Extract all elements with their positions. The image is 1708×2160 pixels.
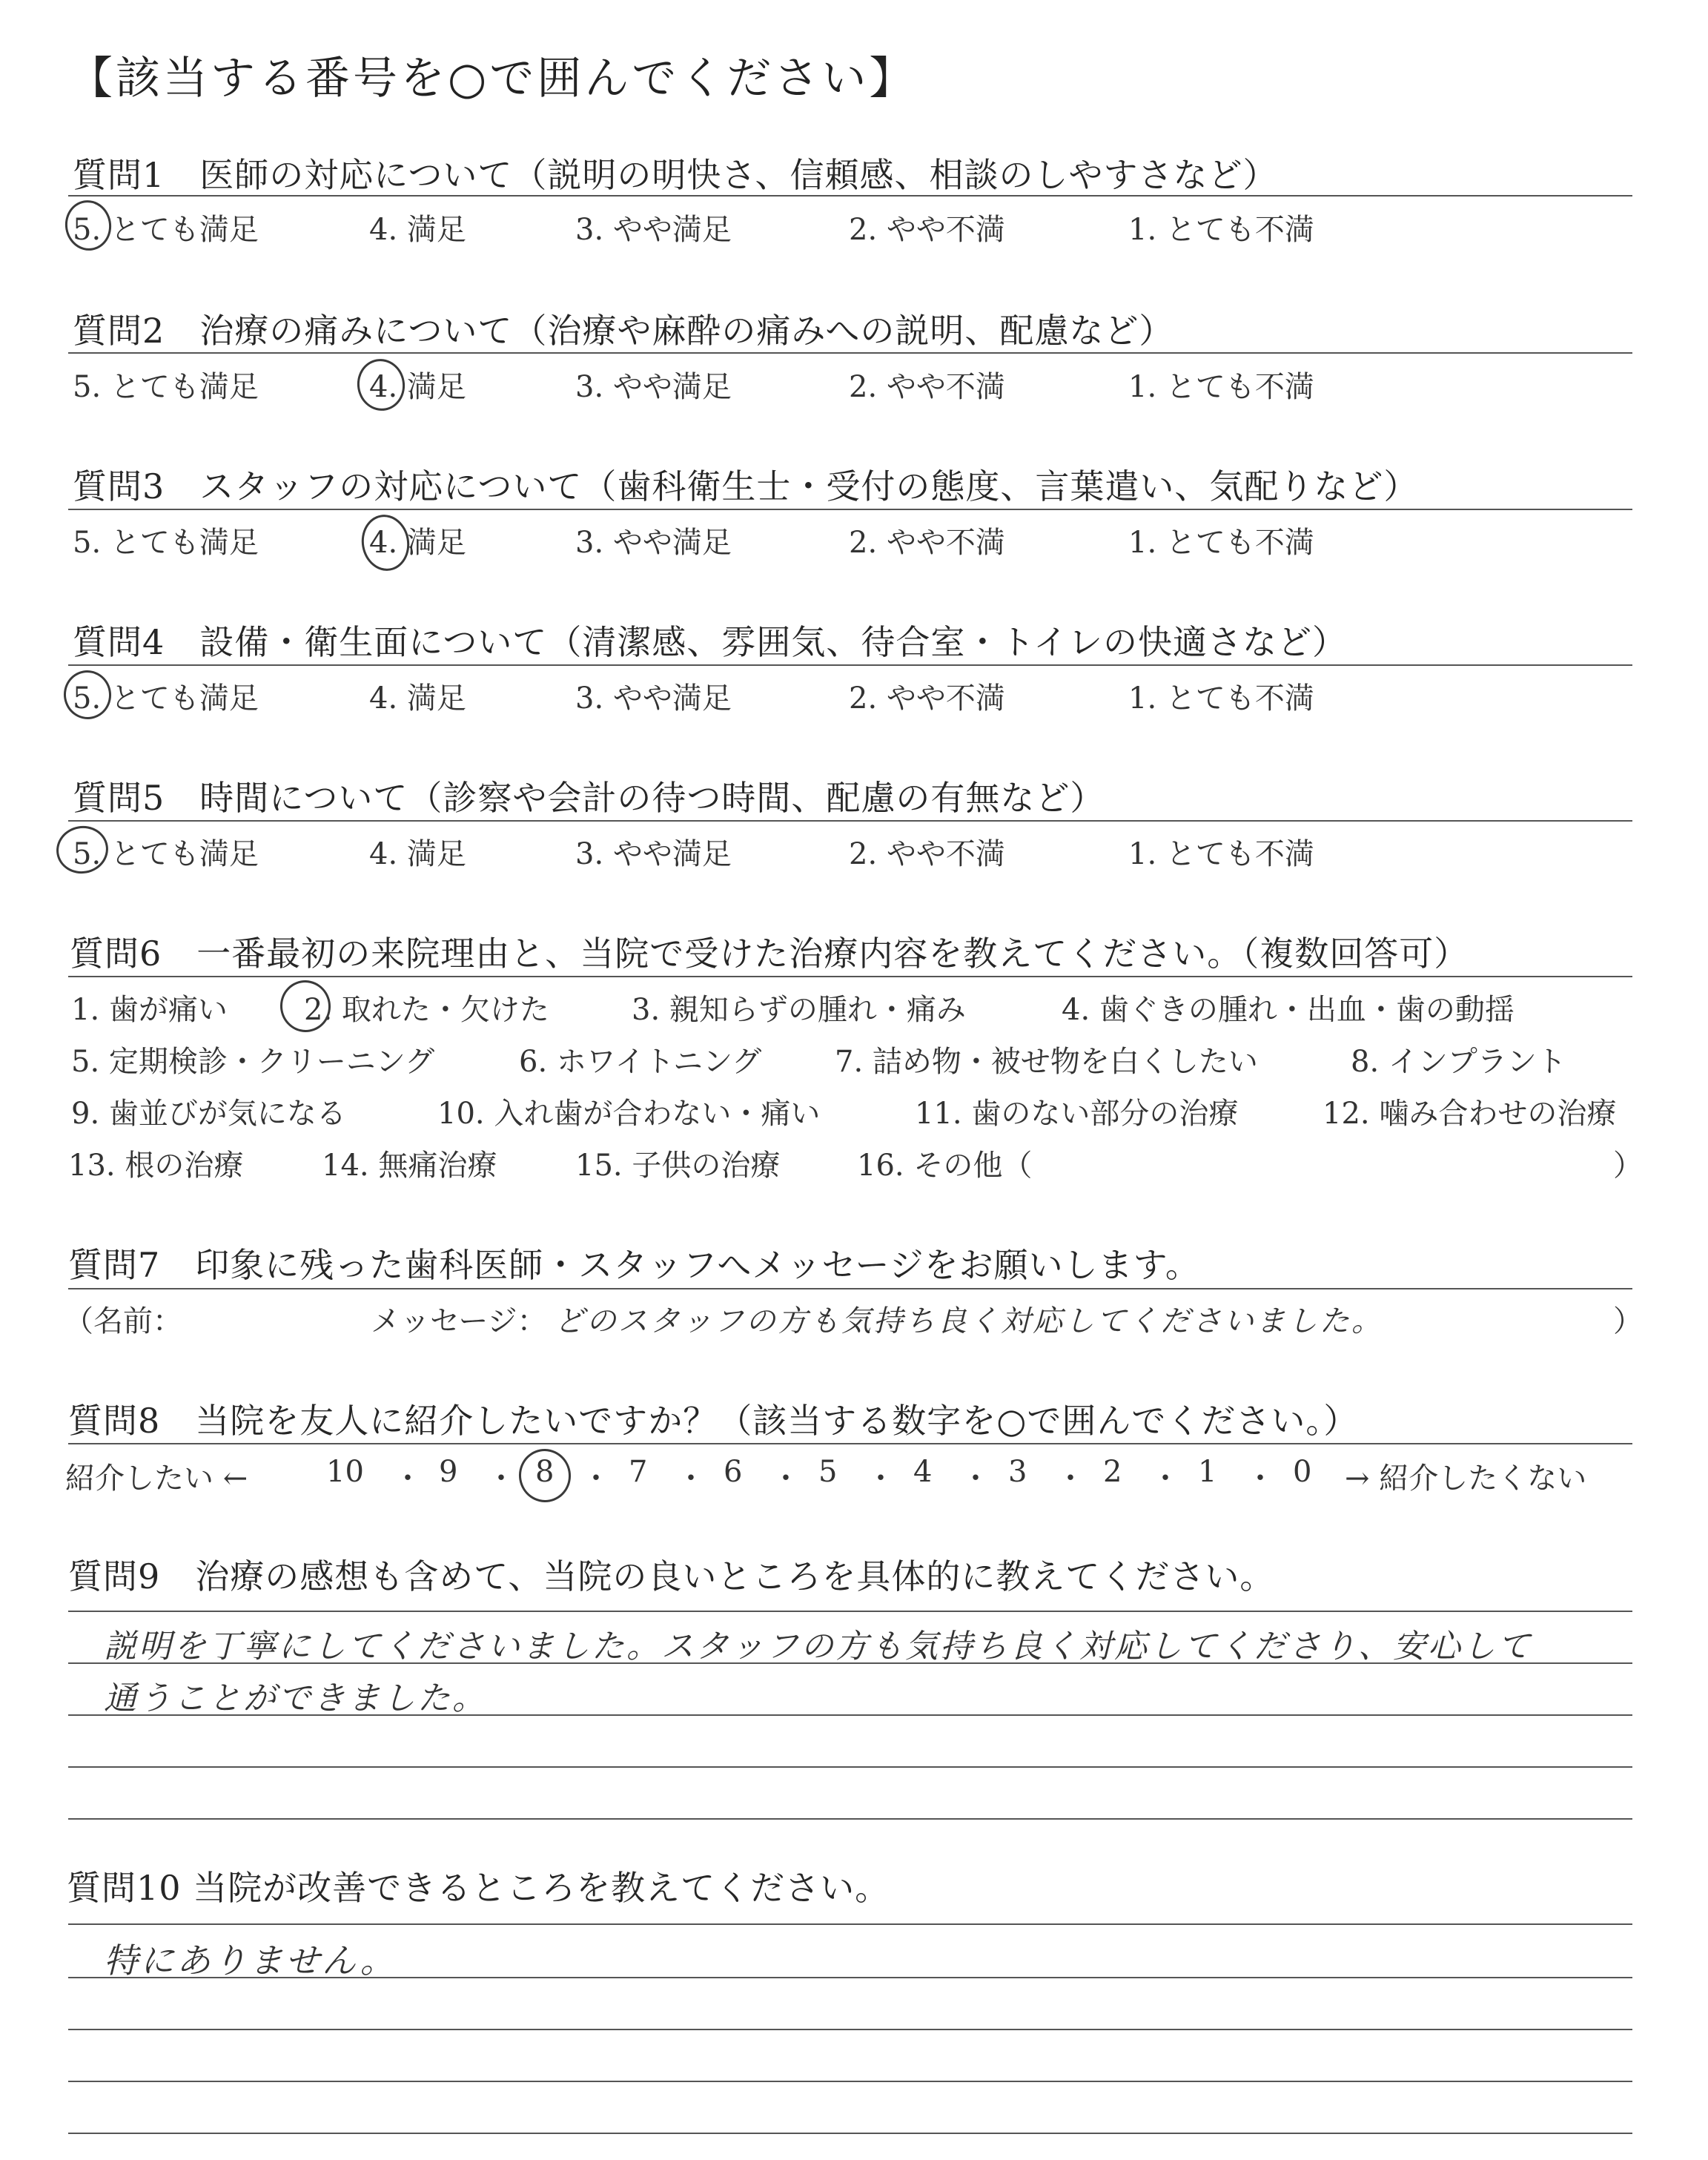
handwritten-answer-line-1: 特にありません。 bbox=[104, 1941, 397, 1981]
scale-9[interactable]: 9 bbox=[439, 1455, 458, 1489]
q6-option-9[interactable]: 9. 歯並びが気になる bbox=[71, 1097, 346, 1131]
scale-2[interactable]: 2 bbox=[1103, 1455, 1122, 1489]
question-4-title: 質問4 設備・衛生面について（清潔感、雰囲気、待合室・トイレの快適さなど） bbox=[73, 622, 1348, 662]
q6-option-16[interactable]: 16. その他（ bbox=[857, 1149, 1033, 1183]
scale-5[interactable]: 5 bbox=[818, 1455, 838, 1489]
q6-other-close-paren: ） bbox=[1613, 1149, 1643, 1183]
answer-line bbox=[68, 1923, 1632, 1925]
q6-option-6[interactable]: 6. ホワイトニング bbox=[519, 1045, 762, 1079]
scale-8[interactable]: 8 bbox=[535, 1455, 555, 1489]
scale-separator: ・ bbox=[393, 1462, 423, 1496]
scale-separator: ・ bbox=[486, 1462, 516, 1496]
q5-option-3[interactable]: 3. やや満足 bbox=[575, 837, 732, 871]
q3-option-3[interactable]: 3. やや満足 bbox=[575, 526, 732, 560]
divider bbox=[68, 352, 1632, 354]
page-title: 【該当する番号を○で囲んでください】 bbox=[68, 53, 917, 105]
divider bbox=[68, 664, 1632, 666]
question-2-title: 質問2 治療の痛みについて（治療や麻酔の痛みへの説明、配慮など） bbox=[73, 311, 1174, 351]
scale-separator: ・ bbox=[676, 1462, 706, 1496]
scale-3[interactable]: 3 bbox=[1008, 1455, 1027, 1489]
divider bbox=[68, 976, 1632, 977]
q6-option-1[interactable]: 1. 歯が痛い bbox=[71, 993, 228, 1027]
q1-option-4[interactable]: 4. 満足 bbox=[369, 213, 466, 247]
q6-option-7[interactable]: 7. 詰め物・被せ物を白くしたい bbox=[835, 1045, 1258, 1079]
q6-option-4[interactable]: 4. 歯ぐきの腫れ・出血・歯の動揺 bbox=[1062, 993, 1515, 1027]
q7-close-paren: ） bbox=[1613, 1304, 1643, 1338]
message-label: メッセージ： bbox=[371, 1304, 547, 1338]
q3-option-2[interactable]: 2. やや不満 bbox=[849, 526, 1005, 560]
q6-option-5[interactable]: 5. 定期検診・クリーニング bbox=[71, 1045, 435, 1079]
q4-option-5[interactable]: 5. とても満足 bbox=[73, 681, 259, 716]
handwritten-answer-line-1: 説明を丁寧にしてくださいました。スタッフの方も気持ち良く対応してくださり、安心して bbox=[104, 1628, 1532, 1665]
handwritten-message: どのスタッフの方も気持ち良く対応してくださいました。 bbox=[555, 1304, 1383, 1338]
answer-line bbox=[68, 2133, 1632, 2134]
scale-4[interactable]: 4 bbox=[913, 1455, 933, 1489]
q2-option-3[interactable]: 3. やや満足 bbox=[575, 370, 732, 404]
q2-option-5[interactable]: 5. とても満足 bbox=[73, 370, 259, 404]
q2-option-1[interactable]: 1. とても不満 bbox=[1128, 370, 1314, 404]
q4-option-3[interactable]: 3. やや満足 bbox=[575, 681, 732, 716]
q1-option-3[interactable]: 3. やや満足 bbox=[575, 213, 732, 247]
question-8-title: 質問8 当院を友人に紹介したいですか？（該当する数字を○で囲んでください。） bbox=[68, 1401, 1359, 1441]
q2-option-4[interactable]: 4. 満足 bbox=[369, 370, 466, 404]
scale-separator: ・ bbox=[961, 1462, 990, 1496]
recommend-right-label: → 紹介したくない bbox=[1345, 1462, 1587, 1496]
answer-line bbox=[68, 1766, 1632, 1768]
answer-line bbox=[68, 1611, 1632, 1612]
scale-separator: ・ bbox=[1151, 1462, 1180, 1496]
q5-option-2[interactable]: 2. やや不満 bbox=[849, 837, 1005, 871]
q3-option-4[interactable]: 4. 満足 bbox=[369, 526, 466, 560]
q6-option-13[interactable]: 13. 根の治療 bbox=[68, 1149, 244, 1183]
name-label: （名前： bbox=[64, 1304, 182, 1338]
selection-circle bbox=[514, 1444, 575, 1506]
q6-option-15[interactable]: 15. 子供の治療 bbox=[575, 1149, 781, 1183]
question-1-title: 質問1 医師の対応について（説明の明快さ、信頼感、相談のしやすさなど） bbox=[73, 155, 1278, 195]
question-10-title: 質問10 当院が改善できるところを教えてください。 bbox=[67, 1868, 890, 1908]
divider bbox=[68, 509, 1632, 510]
question-6-title: 質問6 一番最初の来院理由と、当院で受けた治療内容を教えてください。（複数回答可） bbox=[70, 934, 1469, 974]
question-9-title: 質問9 治療の感想も含めて、当院の良いところを具体的に教えてください。 bbox=[68, 1556, 1275, 1596]
q3-option-1[interactable]: 1. とても不満 bbox=[1128, 526, 1314, 560]
scale-separator: ・ bbox=[581, 1462, 611, 1496]
q4-option-4[interactable]: 4. 満足 bbox=[369, 681, 466, 716]
q5-option-5[interactable]: 5. とても満足 bbox=[73, 837, 259, 871]
q6-option-2[interactable]: 2. 取れた・欠けた bbox=[304, 993, 549, 1027]
q6-option-12[interactable]: 12. 噛み合わせの治療 bbox=[1323, 1097, 1617, 1131]
q2-option-2[interactable]: 2. やや不満 bbox=[849, 370, 1005, 404]
scale-separator: ・ bbox=[866, 1462, 896, 1496]
question-5-title: 質問5 時間について（診察や会計の待つ時間、配慮の有無など） bbox=[73, 778, 1105, 818]
q1-option-2[interactable]: 2. やや不満 bbox=[849, 213, 1005, 247]
divider bbox=[68, 1443, 1632, 1444]
q6-option-10[interactable]: 10. 入れ歯が合わない・痛い bbox=[437, 1097, 821, 1131]
q4-option-2[interactable]: 2. やや不満 bbox=[849, 681, 1005, 716]
q5-option-4[interactable]: 4. 満足 bbox=[369, 837, 466, 871]
scale-separator: ・ bbox=[1245, 1462, 1275, 1496]
question-3-title: 質問3 スタッフの対応について（歯科衛生士・受付の態度、言葉遣い、気配りなど） bbox=[73, 466, 1419, 506]
q6-option-11[interactable]: 11. 歯のない部分の治療 bbox=[915, 1097, 1239, 1131]
divider bbox=[68, 195, 1632, 196]
answer-line bbox=[68, 2029, 1632, 2030]
answer-line bbox=[68, 1662, 1632, 1664]
scale-separator: ・ bbox=[771, 1462, 801, 1496]
scale-10[interactable]: 10 bbox=[326, 1455, 364, 1489]
q1-option-1[interactable]: 1. とても不満 bbox=[1128, 213, 1314, 247]
q6-option-8[interactable]: 8. インプラント bbox=[1351, 1045, 1566, 1079]
q6-option-3[interactable]: 3. 親知らずの腫れ・痛み bbox=[632, 993, 966, 1027]
scale-1[interactable]: 1 bbox=[1198, 1455, 1217, 1489]
recommend-left-label: 紹介したい ← bbox=[65, 1462, 248, 1496]
q4-option-1[interactable]: 1. とても不満 bbox=[1128, 681, 1314, 716]
scale-separator: ・ bbox=[1056, 1462, 1085, 1496]
answer-line bbox=[68, 1977, 1632, 1978]
q3-option-5[interactable]: 5. とても満足 bbox=[73, 526, 259, 560]
answer-line bbox=[68, 1818, 1632, 1820]
question-7-title: 質問7 印象に残った歯科医師・スタッフへメッセージをお願いします。 bbox=[68, 1245, 1200, 1285]
scale-0[interactable]: 0 bbox=[1293, 1455, 1312, 1489]
scale-6[interactable]: 6 bbox=[724, 1455, 743, 1489]
divider bbox=[68, 1288, 1632, 1289]
q1-option-5[interactable]: 5. とても満足 bbox=[73, 213, 259, 247]
q6-option-14[interactable]: 14. 無痛治療 bbox=[322, 1149, 497, 1183]
answer-line bbox=[68, 2081, 1632, 2082]
q5-option-1[interactable]: 1. とても不満 bbox=[1128, 837, 1314, 871]
scale-7[interactable]: 7 bbox=[629, 1455, 648, 1489]
answer-line bbox=[68, 1714, 1632, 1716]
divider bbox=[68, 820, 1632, 822]
handwritten-answer-line-2: 通うことができました。 bbox=[104, 1680, 487, 1717]
